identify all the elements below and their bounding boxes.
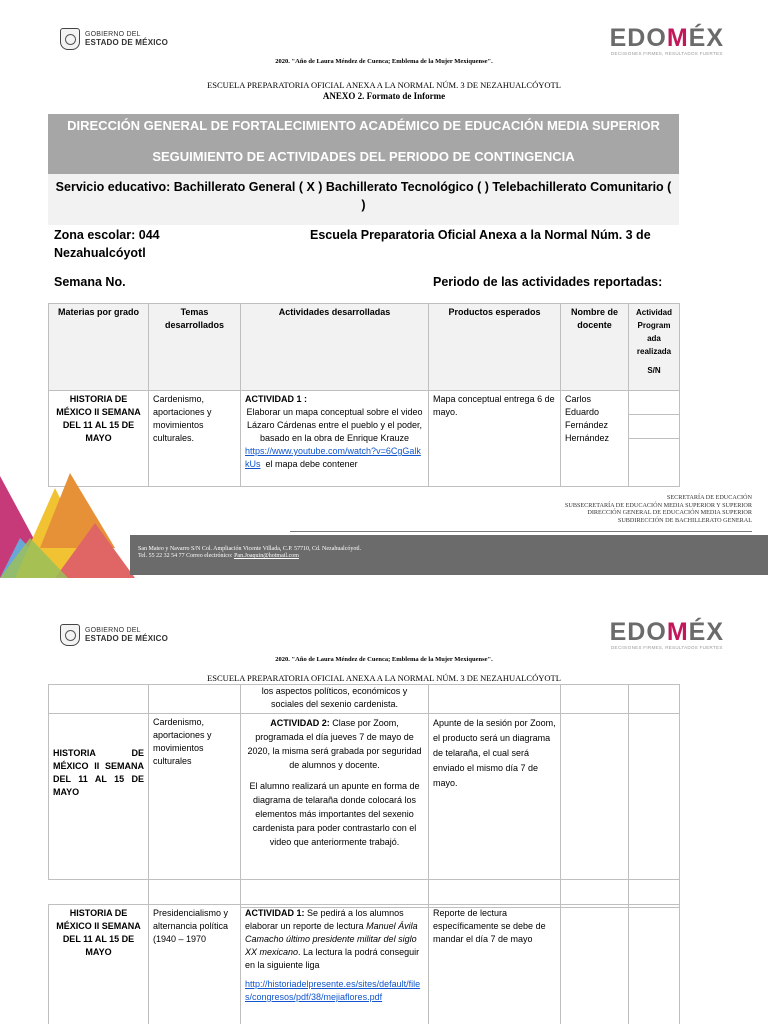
col-temas: Temas desarrollados <box>149 304 241 391</box>
table-row <box>49 685 680 714</box>
materia-cell: HISTORIA DE MÉXICO II SEMANA DEL 11 AL 15 DE MAYO <box>49 714 149 880</box>
edomex-logo <box>610 24 724 56</box>
info-block <box>48 225 679 303</box>
school-name: ESCUELA PREPARATORIA OFICIAL ANEXA A LA NORMAL NÚM. 3 DE NEZAHUALCÓYOTL <box>207 80 561 90</box>
gob-line2: ESTADO DE MÉXICO <box>85 37 169 47</box>
page-gap <box>0 582 768 608</box>
secretaria-block: SECRETARÍA DE EDUCACIÓN SUBSECRETARÍA DE EDUCACIÓN MEDIA SUPERIOR Y SUPERIOR DIRECCIÓN GENERAL DE EDUCACIÓN MEDIA SUPERIOR SUBDIRECCIÓN DE BACHILLERATO GENERAL <box>564 494 752 524</box>
periodo-label: Periodo de las actividades reportadas: <box>433 275 663 289</box>
state-seal-icon <box>60 28 80 50</box>
edomex-suffix: ÉX <box>688 24 724 52</box>
gobierno-logo: GOBIERNO DEL ESTADO DE MÉXICO <box>60 624 168 646</box>
table-row <box>49 905 680 1024</box>
continuation-cell: los aspectos políticos, económicos y sociales del sexenio cardenista. <box>241 685 429 714</box>
activities-table-second <box>48 904 680 1024</box>
nezahualcoyotl-label: Nezahualcóyotl <box>54 246 146 260</box>
lectura-link[interactable]: http://historiadelpresente.es/sites/default/files/congresos/pdf/38/mejiaflores.pdf <box>245 979 421 1002</box>
docente-cell: Carlos Eduardo Fernández Hernández <box>561 391 629 487</box>
actividad-cell: ACTIVIDAD 1 : Elaborar un mapa conceptual sobre el video Lázaro Cárdenas entre el pueblo y el poder, basado en la obra de Enrique Krauze https://www.youtube.com/watch?v=6CgGalkkUs el mapa debe contener <box>241 391 429 487</box>
col-productos: Productos esperados <box>429 304 561 391</box>
col-actividades: Actividades desarrolladas <box>241 304 429 391</box>
materia-cell: HISTORIA DE MÉXICO II SEMANA DEL 11 AL 15 DE MAYO <box>49 905 149 1024</box>
direccion-title: DIRECCIÓN GENERAL DE FORTALECIMIENTO ACADÉMICO DE EDUCACIÓN MEDIA SUPERIOR <box>67 118 660 133</box>
temas-cell: Presidencialismo y alternancia política (1940 – 1970 <box>149 905 241 1024</box>
semana-label: Semana No. <box>54 275 126 289</box>
table-header-row <box>49 304 680 391</box>
gobierno-logo <box>60 28 168 50</box>
email-link[interactable]: Pan.Joaquin@hotmail.com <box>234 553 299 559</box>
seguimiento-title: SEGUIMIENTO DE ACTIVIDADES DEL PERIODO DE CONTINGENCIA <box>152 149 575 164</box>
actividad-cell: ACTIVIDAD 2: Clase por Zoom, programada el día jueves 7 de mayo de 2020, la misma será grabada por seguridad de alumnos y docente. El alumno realizará un apunte en forma de diagrama de telaraña donde colocará los elementos más importantes del sexenio cardenista para poder contrastarlo con el video que anteriormente trabajó. <box>241 714 429 880</box>
state-seal-icon <box>60 624 80 646</box>
temas-cell: Cardenismo, aportaciones y movimientos culturales. <box>149 391 241 487</box>
edomex-logo: EDOMÉX DECISIONES FIRMES, RESULTADOS FUERTES <box>609 618 724 650</box>
edomex-prefix: EDO <box>609 24 667 52</box>
producto-cell: Mapa conceptual entrega 6 de mayo. <box>429 391 561 487</box>
col-programada: Actividad Program ada realizada S/N <box>629 304 680 391</box>
table-row <box>49 714 680 880</box>
temas-cell: Cardenismo, aportaciones y movimientos culturales <box>149 714 241 880</box>
footer-divider <box>290 531 752 532</box>
year-motto: 2020. "Año de Laura Méndez de Cuenca; Emblema de la Mujer Mexiquense". <box>275 58 493 65</box>
youtube-link[interactable]: https://www.youtube.com/watch?v=6CgGalkkUs <box>245 446 421 469</box>
materia-cell: HISTORIA DE MÉXICO II SEMANA DEL 11 AL 15 DE MAYO <box>49 391 149 487</box>
year-motto: 2020. "Año de Laura Méndez de Cuenca; Emblema de la Mujer Mexiquense". <box>275 656 493 663</box>
document-page-2 <box>0 608 768 1024</box>
actividad-cell: ACTIVIDAD 1: Se pedirá a los alumnos elaborar un reporte de lectura Manuel Ávila Camacho último presidente militar del siglo XX mexicano. La lectura la podrá conseguir en la siguiente liga http://historiadelpresente.es/sites/default/files/congresos/pdf/38/mejiaflores.pdf <box>241 905 429 1024</box>
title-block <box>48 114 679 174</box>
school-name: ESCUELA PREPARATORIA OFICIAL ANEXA A LA NORMAL NÚM. 3 DE NEZAHUALCÓYOTL <box>207 673 561 683</box>
producto-cell: Apunte de la sesión por Zoom, el producto será un diagrama de telaraña, el cual será enviado el mismo día 7 de mayo. <box>429 714 561 880</box>
col-materias: Materias por grado <box>49 304 149 391</box>
activities-table-continued <box>48 684 680 908</box>
gob-line1: GOBIERNO DEL <box>85 30 141 38</box>
escuela-label: Escuela Preparatoria Oficial Anexa a la Normal Núm. 3 de <box>310 228 651 242</box>
annex-title: ANEXO 2. Formato de Informe <box>322 91 446 101</box>
realizada-cell <box>629 391 680 487</box>
producto-cell: Reporte de lectura específicamente se debe de mandar el día 7 de mayo <box>429 905 561 1024</box>
activities-table <box>48 303 680 487</box>
edomex-tagline: DECISIONES FIRMES, RESULTADOS FUERTES <box>611 51 723 56</box>
col-nombre: Nombre de docente <box>561 304 629 391</box>
zona-escolar: Zona escolar: 044 <box>54 228 160 242</box>
servicio-educativo: Servicio educativo: Bachillerato General ( X ) Bachillerato Tecnológico ( ) Telebachillerato Comunitario ( ) <box>48 174 679 225</box>
footer-address: San Mateo y Navarro S/N Col. Ampliación Vicente Villada, C.P. 57710, Cd. Nezahualcóyotl. Tel. 55 22 32 54 77 Correo electrónico: Pan.Joaquin@hotmail.com <box>138 546 362 559</box>
edomex-accent: M <box>666 24 689 52</box>
